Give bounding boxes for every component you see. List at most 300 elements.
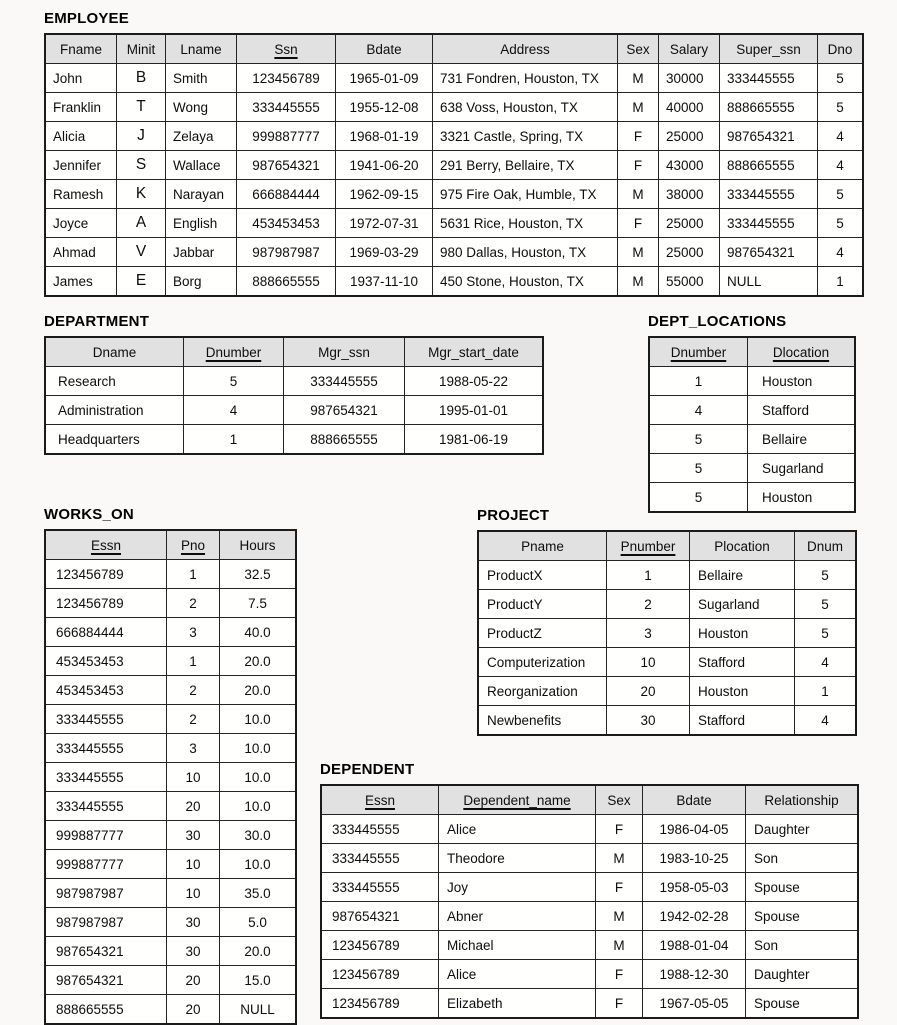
primary-key-column-label: Ssn <box>274 41 298 57</box>
table-cell: 10.0 <box>220 792 297 821</box>
primary-key-column-label: Dependent_name <box>463 792 571 808</box>
table-cell: Houston <box>748 367 856 396</box>
table-cell: 638 Voss, Houston, TX <box>433 93 618 122</box>
table-cell: Theodore <box>439 844 596 873</box>
table-cell: 1955-12-08 <box>336 93 433 122</box>
table-row <box>321 960 858 989</box>
header-row <box>45 337 543 367</box>
table-row <box>45 966 296 995</box>
table-cell: Alicia <box>45 122 117 151</box>
table-cell: 987654321 <box>45 937 167 966</box>
table-cell: Son <box>746 844 859 873</box>
column-header <box>405 337 544 367</box>
table-cell: 4 <box>795 706 857 736</box>
table-cell: Newbenefits <box>478 706 607 736</box>
table-cell: F <box>618 122 659 151</box>
table-cell: 450 Stone, Houston, TX <box>433 267 618 297</box>
table-cell: 333445555 <box>45 705 167 734</box>
table-cell: Elizabeth <box>439 989 596 1019</box>
table-cell: Computerization <box>478 648 607 677</box>
table-cell: 25000 <box>659 238 720 267</box>
table-row <box>45 267 863 297</box>
column-header <box>618 34 659 64</box>
table-cell: 20 <box>167 792 220 821</box>
table-cell: 333445555 <box>45 734 167 763</box>
table-row <box>45 705 296 734</box>
table-cell: 43000 <box>659 151 720 180</box>
table-cell: 4 <box>795 648 857 677</box>
table-cell: 987654321 <box>284 396 405 425</box>
table-cell: M <box>596 931 643 960</box>
table-cell: 333445555 <box>321 873 439 902</box>
employee-table-title: EMPLOYEE <box>44 10 129 27</box>
table-cell: Stafford <box>748 396 856 425</box>
table-cell: Abner <box>439 902 596 931</box>
column-header <box>45 34 117 64</box>
table-row <box>649 367 855 396</box>
column-header <box>649 337 748 367</box>
dept-locations-table-section <box>648 313 856 513</box>
column-header <box>184 337 284 367</box>
table-cell: 10.0 <box>220 705 297 734</box>
table-cell: 1958-05-03 <box>643 873 746 902</box>
table-cell: 20 <box>167 966 220 995</box>
table-cell: Spouse <box>746 989 859 1019</box>
table-cell: 1 <box>795 677 857 706</box>
table-cell: 987654321 <box>321 902 439 931</box>
table-row <box>321 902 858 931</box>
table-cell: Stafford <box>690 648 795 677</box>
table-cell: James <box>45 267 117 297</box>
table-row <box>45 937 296 966</box>
employee-table-section <box>44 10 864 297</box>
column-header <box>117 34 166 64</box>
table-cell: 25000 <box>659 122 720 151</box>
table-cell: Narayan <box>166 180 237 209</box>
table-cell: 1988-01-04 <box>643 931 746 960</box>
table-cell: 1937-11-10 <box>336 267 433 297</box>
table-cell: 5 <box>649 425 748 454</box>
table-cell: 20.0 <box>220 647 297 676</box>
works-on-table-title: WORKS_ON <box>44 506 134 523</box>
table-cell: Wallace <box>166 151 237 180</box>
table-row <box>45 618 296 647</box>
table-cell: 333445555 <box>321 815 439 844</box>
table-cell: K <box>117 180 166 209</box>
table-cell: 333445555 <box>720 180 818 209</box>
table-cell: 30 <box>167 908 220 937</box>
table-cell: 4 <box>649 396 748 425</box>
table-cell: Ahmad <box>45 238 117 267</box>
table-cell: 3321 Castle, Spring, TX <box>433 122 618 151</box>
table-cell: 123456789 <box>321 960 439 989</box>
table-cell: 5 <box>649 483 748 513</box>
table-cell: M <box>618 64 659 93</box>
table-cell: ProductZ <box>478 619 607 648</box>
table-cell: 333445555 <box>321 844 439 873</box>
column-header <box>284 337 405 367</box>
column-header <box>321 785 439 815</box>
table-cell: M <box>596 844 643 873</box>
table-cell: 333445555 <box>45 792 167 821</box>
table-cell: 4 <box>818 151 864 180</box>
table-row <box>45 367 543 396</box>
table-cell: 20 <box>607 677 690 706</box>
table-cell: ProductX <box>478 561 607 590</box>
table-cell: 123456789 <box>237 64 336 93</box>
table-cell: 10.0 <box>220 850 297 879</box>
table-row <box>321 873 858 902</box>
table-cell: 1 <box>818 267 864 297</box>
header-row <box>649 337 855 367</box>
table-row <box>45 396 543 425</box>
column-label: Sex <box>626 41 650 57</box>
table-cell: 666884444 <box>45 618 167 647</box>
dept-locations-table-title: DEPT_LOCATIONS <box>648 313 787 330</box>
table-row <box>649 425 855 454</box>
project-table-section <box>477 507 857 736</box>
table-cell: 333445555 <box>237 93 336 122</box>
column-header <box>818 34 864 64</box>
table-row <box>45 676 296 705</box>
table-cell: 1986-04-05 <box>643 815 746 844</box>
table-cell: 5 <box>184 367 284 396</box>
table-cell: 987654321 <box>720 238 818 267</box>
column-label: Plocation <box>714 538 770 554</box>
table-cell: 3 <box>607 619 690 648</box>
table-cell: Wong <box>166 93 237 122</box>
table-cell: 4 <box>818 238 864 267</box>
column-label: Bdate <box>676 792 712 808</box>
table-cell: 20.0 <box>220 676 297 705</box>
table-row <box>45 879 296 908</box>
table-cell: Franklin <box>45 93 117 122</box>
table-row <box>45 734 296 763</box>
table-row <box>321 844 858 873</box>
table-row <box>649 396 855 425</box>
column-label: Lname <box>180 41 222 57</box>
table-cell: 7.5 <box>220 589 297 618</box>
project-table-title: PROJECT <box>477 507 550 524</box>
table-cell: 10 <box>167 879 220 908</box>
department-table-section <box>44 313 544 455</box>
table-cell: 30000 <box>659 64 720 93</box>
column-header <box>746 785 859 815</box>
table-cell: Administration <box>45 396 184 425</box>
column-label: Minit <box>126 41 156 57</box>
table-cell: 5 <box>795 619 857 648</box>
table-cell: Research <box>45 367 184 396</box>
table-cell: ProductY <box>478 590 607 619</box>
works-on-table <box>44 529 297 1025</box>
table-cell: 333445555 <box>720 209 818 238</box>
table-cell: F <box>596 815 643 844</box>
primary-key-column-label: Dlocation <box>772 344 830 360</box>
table-cell: M <box>618 180 659 209</box>
column-label: Mgr_start_date <box>428 344 519 360</box>
table-row <box>45 238 863 267</box>
table-cell: 291 Berry, Bellaire, TX <box>433 151 618 180</box>
table-cell: 975 Fire Oak, Humble, TX <box>433 180 618 209</box>
table-cell: Zelaya <box>166 122 237 151</box>
table-cell: 30.0 <box>220 821 297 850</box>
table-cell: 35.0 <box>220 879 297 908</box>
table-cell: Daughter <box>746 960 859 989</box>
primary-key-column-label: Dnumber <box>670 344 727 360</box>
table-cell: Sugarland <box>690 590 795 619</box>
table-cell: E <box>117 267 166 297</box>
table-cell: 10.0 <box>220 734 297 763</box>
table-cell: 1967-05-05 <box>643 989 746 1019</box>
column-header <box>720 34 818 64</box>
table-cell: Bellaire <box>748 425 856 454</box>
table-row <box>45 64 863 93</box>
table-cell: Reorganization <box>478 677 607 706</box>
table-cell: 1988-05-22 <box>405 367 544 396</box>
table-cell: 123456789 <box>321 989 439 1019</box>
department-table <box>44 336 544 455</box>
table-cell: 1981-06-19 <box>405 425 544 455</box>
primary-key-column-label: Essn <box>90 537 121 553</box>
table-cell: 1972-07-31 <box>336 209 433 238</box>
table-row <box>649 454 855 483</box>
project-table <box>477 530 857 736</box>
column-label: Mgr_ssn <box>318 344 370 360</box>
table-cell: 5 <box>818 209 864 238</box>
table-cell: 987654321 <box>720 122 818 151</box>
dependent-table-section <box>320 761 859 1019</box>
table-cell: 10 <box>167 763 220 792</box>
table-cell: 10 <box>167 850 220 879</box>
table-cell: F <box>596 960 643 989</box>
table-cell: 2 <box>167 705 220 734</box>
table-row <box>45 122 863 151</box>
table-cell: 987654321 <box>237 151 336 180</box>
table-cell: Joyce <box>45 209 117 238</box>
header-row <box>321 785 858 815</box>
table-cell: 1969-03-29 <box>336 238 433 267</box>
table-cell: 1941-06-20 <box>336 151 433 180</box>
table-row <box>321 931 858 960</box>
table-row <box>478 648 856 677</box>
table-cell: 5 <box>818 180 864 209</box>
table-cell: 5 <box>818 93 864 122</box>
dependent-table <box>320 784 859 1019</box>
table-cell: Jennifer <box>45 151 117 180</box>
table-cell: S <box>117 151 166 180</box>
table-cell: J <box>117 122 166 151</box>
table-cell: 333445555 <box>45 763 167 792</box>
column-header <box>478 531 607 561</box>
table-cell: 1 <box>184 425 284 455</box>
table-cell: 5.0 <box>220 908 297 937</box>
table-cell: 333445555 <box>720 64 818 93</box>
table-cell: V <box>117 238 166 267</box>
column-label: Fname <box>59 41 103 57</box>
table-cell: 123456789 <box>45 589 167 618</box>
column-label: Salary <box>669 41 709 57</box>
table-cell: 999887777 <box>45 850 167 879</box>
table-cell: Ramesh <box>45 180 117 209</box>
header-row <box>478 531 856 561</box>
table-cell: NULL <box>220 995 297 1025</box>
table-cell: Bellaire <box>690 561 795 590</box>
table-cell: F <box>618 209 659 238</box>
table-cell: 20.0 <box>220 937 297 966</box>
column-label: Dname <box>92 344 137 360</box>
table-cell: 1968-01-19 <box>336 122 433 151</box>
table-cell: Spouse <box>746 873 859 902</box>
table-row <box>45 995 296 1025</box>
table-cell: Spouse <box>746 902 859 931</box>
table-cell: 987987987 <box>237 238 336 267</box>
table-row <box>45 850 296 879</box>
column-header <box>433 34 618 64</box>
table-cell: 4 <box>818 122 864 151</box>
column-header <box>643 785 746 815</box>
column-header <box>220 530 297 560</box>
table-row <box>45 821 296 850</box>
column-header <box>336 34 433 64</box>
table-cell: 888665555 <box>720 151 818 180</box>
table-cell: M <box>596 902 643 931</box>
table-cell: M <box>618 267 659 297</box>
table-cell: 1962-09-15 <box>336 180 433 209</box>
table-cell: Smith <box>166 64 237 93</box>
table-cell: A <box>117 209 166 238</box>
table-cell: 453453453 <box>237 209 336 238</box>
column-header <box>237 34 336 64</box>
table-row <box>45 647 296 676</box>
table-cell: Alice <box>439 815 596 844</box>
table-cell: NULL <box>720 267 818 297</box>
table-cell: 731 Fondren, Houston, TX <box>433 64 618 93</box>
column-header <box>166 34 237 64</box>
table-cell: 1942-02-28 <box>643 902 746 931</box>
table-cell: Sugarland <box>748 454 856 483</box>
table-cell: 3 <box>167 618 220 647</box>
table-cell: 666884444 <box>237 180 336 209</box>
table-cell: 1983-10-25 <box>643 844 746 873</box>
table-cell: 123456789 <box>45 560 167 589</box>
table-cell: Michael <box>439 931 596 960</box>
table-cell: 15.0 <box>220 966 297 995</box>
table-cell: 3 <box>167 734 220 763</box>
table-cell: 5 <box>795 590 857 619</box>
table-cell: 888665555 <box>284 425 405 455</box>
table-cell: Houston <box>748 483 856 513</box>
table-cell: 1 <box>649 367 748 396</box>
primary-key-column-label: Dnumber <box>205 344 262 360</box>
primary-key-column-label: Pno <box>180 537 206 553</box>
primary-key-column-label: Pnumber <box>620 538 676 554</box>
dependent-table-title: DEPENDENT <box>320 761 415 778</box>
table-cell: 888665555 <box>237 267 336 297</box>
table-row <box>45 589 296 618</box>
table-cell: Son <box>746 931 859 960</box>
table-cell: 5 <box>818 64 864 93</box>
table-cell: M <box>618 238 659 267</box>
table-cell: 20 <box>167 995 220 1025</box>
column-label: Relationship <box>764 792 839 808</box>
column-header <box>439 785 596 815</box>
table-cell: 999887777 <box>45 821 167 850</box>
table-cell: 123456789 <box>321 931 439 960</box>
works-on-table-section <box>44 506 297 1025</box>
table-cell: 980 Dallas, Houston, TX <box>433 238 618 267</box>
table-cell: 40.0 <box>220 618 297 647</box>
column-header <box>45 337 184 367</box>
table-cell: 1 <box>607 561 690 590</box>
table-cell: 1 <box>167 560 220 589</box>
table-cell: 987654321 <box>45 966 167 995</box>
column-header <box>596 785 643 815</box>
table-cell: 1965-01-09 <box>336 64 433 93</box>
table-cell: 32.5 <box>220 560 297 589</box>
table-cell: 453453453 <box>45 647 167 676</box>
column-label: Dnum <box>806 538 843 554</box>
table-cell: 2 <box>167 589 220 618</box>
column-header <box>659 34 720 64</box>
table-row <box>45 151 863 180</box>
table-row <box>478 561 856 590</box>
column-label: Sex <box>607 792 631 808</box>
employee-table <box>44 33 864 297</box>
column-header <box>690 531 795 561</box>
table-cell: 4 <box>184 396 284 425</box>
table-row <box>45 180 863 209</box>
column-header <box>748 337 856 367</box>
table-cell: 2 <box>607 590 690 619</box>
table-cell: F <box>618 151 659 180</box>
table-cell: 1 <box>167 647 220 676</box>
table-cell: 10 <box>607 648 690 677</box>
header-row <box>45 34 863 64</box>
table-cell: 999887777 <box>237 122 336 151</box>
table-cell: 5 <box>649 454 748 483</box>
table-cell: 30 <box>607 706 690 736</box>
table-cell: 30 <box>167 937 220 966</box>
column-label: Hours <box>239 537 276 553</box>
table-cell: 1988-12-30 <box>643 960 746 989</box>
table-row <box>478 619 856 648</box>
table-cell: 1995-01-01 <box>405 396 544 425</box>
column-label: Pname <box>521 538 564 554</box>
table-cell: 888665555 <box>720 93 818 122</box>
column-label: Dno <box>827 41 853 57</box>
table-row <box>45 763 296 792</box>
table-cell: T <box>117 93 166 122</box>
primary-key-column-label: Essn <box>364 792 395 808</box>
table-cell: 5 <box>795 561 857 590</box>
table-cell: F <box>596 873 643 902</box>
table-cell: 25000 <box>659 209 720 238</box>
table-cell: Joy <box>439 873 596 902</box>
table-row <box>321 815 858 844</box>
column-header <box>795 531 857 561</box>
table-cell: Daughter <box>746 815 859 844</box>
column-header <box>167 530 220 560</box>
table-cell: M <box>618 93 659 122</box>
table-cell: 55000 <box>659 267 720 297</box>
column-header <box>45 530 167 560</box>
table-cell: Borg <box>166 267 237 297</box>
table-row <box>478 677 856 706</box>
table-cell: John <box>45 64 117 93</box>
table-cell: Stafford <box>690 706 795 736</box>
table-row <box>321 989 858 1019</box>
table-row <box>45 93 863 122</box>
